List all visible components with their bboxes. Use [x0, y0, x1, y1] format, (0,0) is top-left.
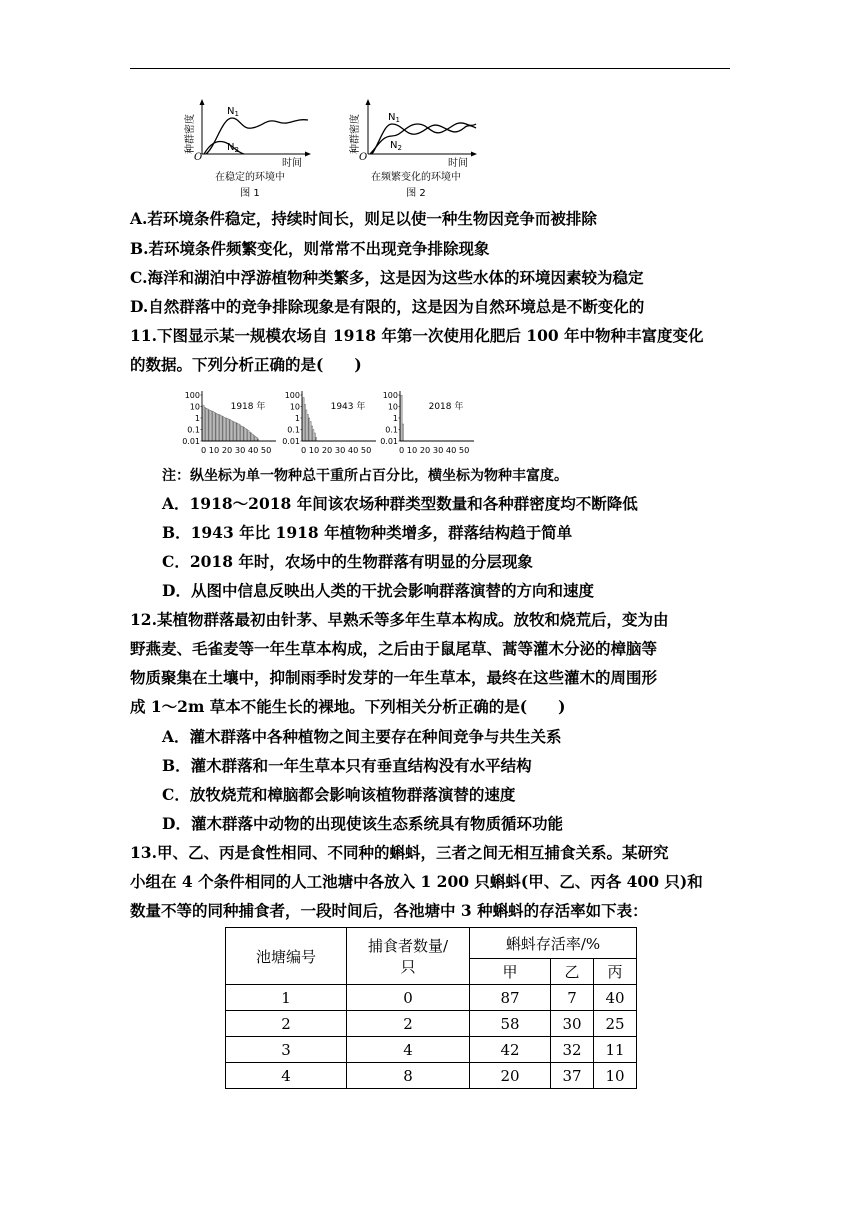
header-predator-count [347, 928, 470, 985]
q12-option-b: B．灌木群落和一年生草本只有垂直结构没有水平结构 [162, 756, 532, 775]
bar [255, 436, 256, 441]
chart-year-label: 1918 年 [230, 402, 266, 412]
bar [314, 433, 315, 441]
q11-stem-line1: 11.下图显示某一规模农场自 1918 年第一次使用化肥后 100 年中物种丰富度变化 [130, 326, 704, 345]
fig1-origin: O [194, 152, 203, 163]
header-pond-number: 池塘编号 [226, 928, 347, 985]
bar [248, 431, 249, 441]
bar [217, 414, 218, 441]
bar [206, 408, 207, 441]
bar [228, 419, 229, 441]
bar [207, 409, 208, 441]
fig2-caption: 在频繁变化的环境中 [371, 172, 461, 183]
q13-stem-line3: 数量不等的同种捕食者，一段时间后，各池塘中 3 种蝌蚪的存活率如下表： [130, 901, 648, 920]
q12-option-a: A．灌木群落中各种植物之间主要存在种间竞争与共生关系 [162, 727, 562, 746]
fig1-n1-curve [206, 118, 308, 154]
cell-predators: 4 [347, 1037, 470, 1063]
fig2-n1-label: $N_1$ [388, 112, 400, 124]
cell-predators: 0 [347, 985, 470, 1011]
y-tick-label: 0.01 [182, 437, 200, 446]
bar [246, 430, 247, 442]
cell-bing: 10 [594, 1063, 637, 1089]
cell-jia: 42 [470, 1037, 551, 1063]
bar [225, 418, 226, 441]
bar [306, 410, 307, 441]
bar [211, 411, 212, 441]
header-bing: 丙 [594, 959, 637, 985]
header-jia: 甲 [470, 959, 551, 985]
bar [238, 424, 239, 441]
bar [309, 418, 310, 441]
q12-stem-line3: 物质聚集在土壤中，抑制雨季时发芽的一年生草本，最终在这些灌木的周围形 [130, 668, 658, 687]
y-tick-label: 100 [382, 391, 398, 400]
cell-bing: 25 [594, 1011, 637, 1037]
header-yi: 乙 [551, 959, 594, 985]
q11-option-c: C．2018 年时，农场中的生物群落有明显的分层现象 [162, 552, 533, 571]
cell-predators: 2 [347, 1011, 470, 1037]
table-row [226, 985, 637, 1011]
q10-option-c: C.海洋和湖泊中浮游植物种类繁多，这是因为这些水体的环境因素较为稳定 [130, 268, 644, 287]
chart-1918 [178, 385, 280, 457]
q12-stem-line1: 12.某植物群落最初由针茅、早熟禾等多年生草本构成。放牧和烧荒后，变为由 [130, 610, 669, 629]
y-tick-label: 0.01 [282, 437, 300, 446]
fig1-x-arrow [305, 152, 311, 157]
fig1-ylabel: 种群密度 [185, 114, 196, 154]
table-row [226, 1011, 637, 1037]
fig1-xlabel: 时间 [282, 158, 302, 169]
figure-2-changing [346, 96, 486, 202]
bar [252, 434, 253, 441]
bar [232, 421, 233, 441]
x-tick-labels: 0 10 20 30 40 50 [201, 445, 272, 455]
bar [239, 425, 240, 441]
y-tick-label: 0.1 [187, 425, 200, 435]
bar [244, 427, 245, 441]
figure-1-stable [180, 96, 320, 202]
cell-pond: 2 [226, 1011, 347, 1037]
cell-yi: 32 [551, 1037, 594, 1063]
x-tick-labels: 0 10 20 30 40 50 [399, 445, 470, 455]
q12-option-c: C．放牧烧荒和樟脑都会影响该植物群落演替的速度 [162, 785, 516, 804]
bar [310, 421, 311, 441]
q13-stem-line2: 小组在 4 个条件相同的人工池塘中各放入 1 200 只蝌蚪(甲、乙、丙各 400 只)和 [130, 872, 703, 891]
cell-jia: 58 [470, 1011, 551, 1037]
y-tick-label: 10 [189, 402, 200, 412]
bar [307, 415, 308, 441]
y-tick-label: 10 [289, 402, 300, 412]
bar [311, 426, 312, 441]
header-predator-line1: 捕食者数量/ [367, 937, 449, 955]
q11-note: 注：纵坐标为单一物种总干重所占百分比，横坐标为物种丰富度。 [162, 468, 568, 484]
bar [303, 398, 304, 441]
cell-predators: 8 [347, 1063, 470, 1089]
chart-year-label: 1943 年 [330, 402, 366, 412]
y-tick-label: 100 [184, 391, 200, 400]
x-tick-labels: 0 10 20 30 40 50 [301, 445, 372, 455]
bar [220, 415, 221, 441]
y-tick-label: 1 [294, 414, 300, 423]
y-tick-label: 1 [194, 414, 200, 423]
bar [234, 422, 235, 441]
header-predator-line2: 只 [400, 958, 416, 976]
bar [209, 410, 210, 441]
bar [221, 416, 222, 441]
q12-stem-line2: 野燕麦、毛雀麦等一年生草本构成，之后由于鼠尾草、蒿等灌木分泌的樟脑等 [130, 639, 658, 658]
bar [214, 413, 215, 441]
q11-option-d: D．从图中信息反映出人类的干扰会影响群落演替的方向和速度 [162, 581, 594, 600]
fig1-number: 图 1 [240, 188, 260, 199]
fig2-xlabel: 时间 [448, 158, 468, 169]
bar [210, 410, 211, 441]
bar [245, 429, 246, 441]
cell-bing: 11 [594, 1037, 637, 1063]
cell-pond: 3 [226, 1037, 347, 1063]
q10-option-d: D.自然群落中的竞争排除现象是有限的，这是因为自然环境总是不断变化的 [130, 297, 645, 316]
fig1-caption: 在稳定的环境中 [215, 172, 285, 183]
fig2-y-arrow [366, 99, 371, 105]
q11-stem-line2: 的数据。下列分析正确的是( ) [130, 355, 362, 374]
y-tick-label: 0.01 [380, 437, 398, 446]
fig2-n2-label: $N_2$ [390, 140, 402, 152]
bar [401, 395, 402, 441]
cell-jia: 87 [470, 985, 551, 1011]
bar [204, 408, 205, 441]
cell-yi: 7 [551, 985, 594, 1011]
cell-jia: 20 [470, 1063, 551, 1089]
table-header-row-1 [226, 928, 637, 959]
bar [251, 433, 252, 441]
cell-yi: 30 [551, 1011, 594, 1037]
bar [216, 413, 217, 441]
fig2-number: 图 2 [406, 188, 426, 199]
y-tick-label: 10 [387, 402, 398, 412]
bar [253, 436, 254, 441]
q12-option-d: D．灌木群落中动物的出现使该生态系统具有物质循环功能 [162, 814, 563, 833]
fig1-n1-label: $N_1$ [227, 106, 239, 118]
bar [313, 430, 314, 442]
q10-option-a: A.若环境条件稳定，持续时间长，则足以使一种生物因竞争而被排除 [130, 209, 597, 228]
chart-1943 [278, 385, 380, 457]
bar [218, 415, 219, 441]
q13-stem-line1: 13.甲、乙、丙是食性相同、不同种的蝌蚪，三者之间无相互捕食关系。某研究 [130, 843, 669, 862]
bar [223, 417, 224, 441]
bar [241, 426, 242, 441]
cell-yi: 37 [551, 1063, 594, 1089]
fig2-origin: O [359, 152, 368, 163]
fig2-ylabel: 种群密度 [350, 114, 361, 154]
y-tick-label: 0.1 [287, 425, 300, 435]
q10-option-b: B.若环境条件频繁变化，则常常不出现竞争排除现象 [130, 239, 490, 258]
cell-pond: 1 [226, 985, 347, 1011]
bar [235, 423, 236, 441]
bar [230, 420, 231, 441]
cell-bing: 40 [594, 985, 637, 1011]
y-tick-label: 0.1 [385, 425, 398, 435]
header-rule [130, 68, 730, 69]
bar [231, 421, 232, 441]
header-survival-rate: 蝌蚪存活率/% [470, 928, 637, 959]
bar [249, 432, 250, 441]
fig2-x-arrow [471, 152, 477, 157]
bar [213, 412, 214, 441]
q12-stem-line4: 成 1～2m 草本不能生长的裸地。下列相关分析正确的是( ) [130, 697, 566, 716]
y-tick-label: 100 [284, 391, 300, 400]
fig1-y-arrow [200, 99, 205, 105]
q11-option-a: A．1918～2018 年间该农场种群类型数量和各种群密度均不断降低 [162, 494, 638, 513]
bar [242, 427, 243, 441]
bar [316, 438, 317, 441]
bar [304, 404, 305, 441]
bar [402, 424, 403, 441]
fig1-n2-label: $N_2$ [227, 142, 239, 154]
bar [237, 423, 238, 441]
q11-option-b: B．1943 年比 1918 年植物种类增多，群落结构趋于简单 [162, 523, 573, 542]
cell-pond: 4 [226, 1063, 347, 1089]
bar [203, 406, 204, 441]
chart-2018 [376, 385, 478, 457]
bar [227, 419, 228, 441]
y-tick-label: 1 [392, 414, 398, 423]
survival-table [225, 927, 637, 1089]
table-row [226, 1037, 637, 1063]
chart-year-label: 2018 年 [428, 402, 464, 412]
bar [224, 418, 225, 441]
table-row [226, 1063, 637, 1089]
bar [256, 438, 257, 441]
fig2-n1-curve [372, 124, 476, 154]
